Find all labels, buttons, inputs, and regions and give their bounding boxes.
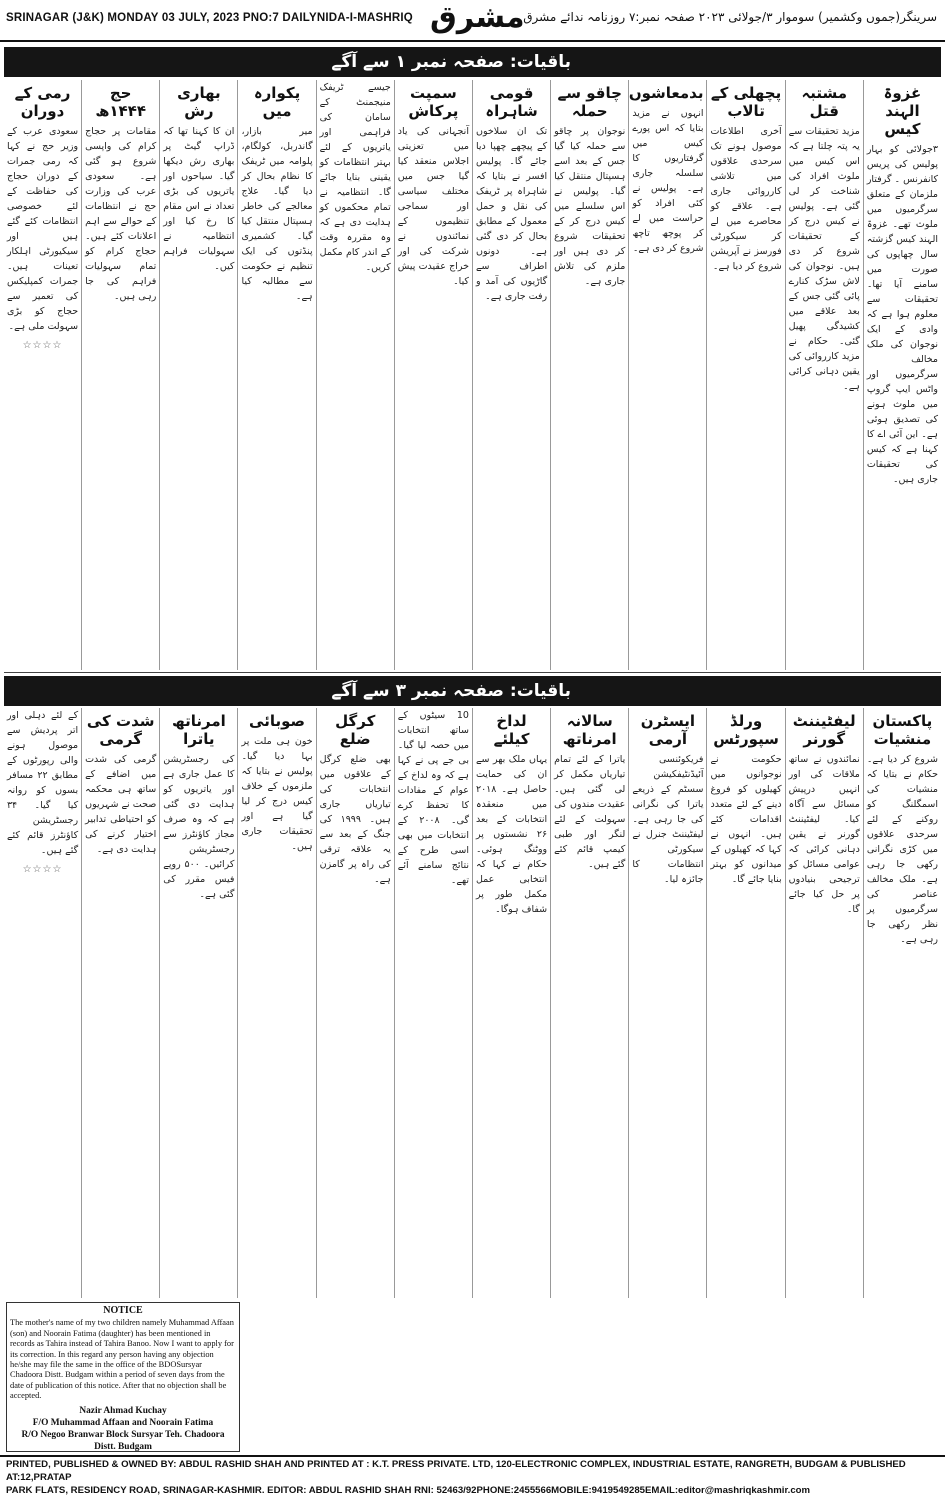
article-column [628, 80, 706, 670]
article-column [159, 708, 237, 1298]
article-column [550, 708, 628, 1298]
masthead [0, 0, 945, 42]
article-body: حکومت نے نوجوانوں میں کھیلوں کو فروغ دینے کے لئے متعدد اقدامات کئے ہیں۔ انہوں نے کہا کہ کھیلوں کے میدانوں کو بہتر بنایا جائے گا۔ [710, 754, 782, 885]
article-column [550, 80, 628, 670]
article-body: نمائندوں نے ساتھ ملاقات کی اور انہیں درپیش مسائل سے آگاہ کیا۔ لیفٹیننٹ گورنر نے یقین دہانی کرائی کہ عوامی مسائل کو ترجیحی بنیادوں پر حل کیا جائے گا۔ [788, 754, 860, 915]
article-column [81, 80, 159, 670]
article-column [706, 708, 784, 1298]
notice-signatory-name: Nazir Ahmad Kuchay [79, 1405, 167, 1416]
article-body: شروع کر دیا ہے۔ حکام نے بتایا کہ منشیات کی اسمگلنگ کو روکنے کے لئے سرحدی علاقوں میں کڑی نگرانی رکھی جا رہی ہے۔ ملک مخالف عناصر کی سرگرمیوں پر نظر رکھی جا رہی ہے۔ [866, 754, 938, 945]
masthead-dateline-english: SRINAGAR (J&K) MONDAY 03 JULY, 2023 PNO:7 DAILYNIDA-I-MASHRIQ [6, 12, 413, 24]
article-column [316, 80, 394, 670]
print-line-2: PARK FLATS, RESIDENCY ROAD, SRINAGAR-KASHMIR. EDITOR: ABDUL RASHID SHAH RNI: 52463/92PHONE:2455566MOBILE:9419549285EMAIL:editor@mashriqkashmir.com [6, 1485, 811, 1496]
article-body: آخری اطلاعات موصول ہونے تک سرحدی علاقوں میں تلاشی کارروائی جاری ہے۔ علاقے کو محاصرے میں لے کر سیکورٹی فورسز نے آپریشن شروع کر دیا ہے۔ [710, 126, 782, 272]
notice-title: NOTICE [103, 1305, 143, 1316]
article-heading: شدت کی گرمی [86, 712, 155, 748]
article-column [237, 708, 315, 1298]
article-body: بھی ضلع کرگل کے علاقوں میں انتخابات کی تیاریاں جاری ہیں۔ ۱۹۹۹ کی جنگ کے بعد سے یہ علاقہ ترقی کی راہ پر گامزن ہے۔ [319, 754, 391, 885]
article-heading: پکوارہ میں [253, 84, 301, 120]
article-column [472, 80, 550, 670]
article-body: کی رجسٹریشن کا عمل جاری ہے اور یاتریوں کو ہدایت دی گئی ہے کہ وہ صرف مجاز کاؤنٹرز سے رجسٹریشن کرائیں۔ ۵۰۰ روپے فیس مقرر کی گئی ہے۔ [163, 754, 235, 900]
article-body: نوجوان پر چاقو سے حملہ کیا گیا جس کے بعد اسے ہسپتال منتقل کیا گیا۔ پولیس نے اس سلسلے میں کیس درج کر کے تحقیقات شروع کر دی ہیں اور ملزم کی تلاش جاری ہے۔ [554, 126, 626, 287]
article-column [394, 708, 472, 1298]
article-heading: چاقو سے حملہ [557, 84, 622, 120]
article-column [472, 708, 550, 1298]
article-heading: حج ۱۴۴۴ھ [95, 84, 147, 120]
article-heading: سالانہ امرناتھ [562, 712, 617, 748]
notice-body: The mother's name of my two children namely Muhammad Affaan (son) and Noorain Fatima (daughter) has been mentioned in records as Tahira instead of Tahira Banoo. Now I want to apply for its correction. In this regard any person having any objection he/she may file the same in the office of the BDOSursyar Chadoora Distt. Budgam within a period of seven days from the date of publication of this notice. After that no objection shall be accepted. [10, 1318, 234, 1401]
article-column [785, 708, 863, 1298]
article-column [863, 80, 941, 670]
article-heading: قومی شاہراہ [485, 84, 538, 120]
article-heading: سمپت پرکاش [408, 84, 459, 120]
notice-signatory-address: R/O Negoo Branwar Block Sursyar Teh. Chadoora Distt. Budgam [21, 1429, 225, 1452]
article-body: مقامات پر حجاج کرام کی واپسی شروع ہو گئی ہے۔ سعودی عرب کی وزارت حج نے انتظامات کے حوالے سے اہم اعلانات کئے ہیں۔ حجاج کرام کو تمام سہولیات فراہم کی جا رہی ہیں۔ [85, 126, 157, 302]
top-banner-title: باقیات: صفحہ نمبر ۱ سے آگے [331, 52, 571, 72]
article-column [628, 708, 706, 1298]
article-column [237, 80, 315, 670]
article-column [81, 708, 159, 1298]
article-body: ان کا کہنا تھا کہ ڈراپ گیٹ پر بھاری رش دیکھا گیا۔ سیاحوں اور یاتریوں کی بڑی تعداد نے اس مقام کا رخ کیا اور انتظامیہ نے سہولیات فراہم کیں۔ [163, 126, 235, 272]
end-stars: ☆☆☆☆ [22, 864, 63, 875]
print-line [0, 1455, 945, 1496]
article-heading: رمی کے دوران [14, 84, 71, 120]
article-column [159, 80, 237, 670]
article-column [706, 80, 784, 670]
article-heading: امرناتھ یاترا [171, 712, 226, 748]
notice-signatory-relation: F/O Muhammad Affaan and Noorain Fatima [32, 1417, 214, 1428]
article-heading: ایسٹرن آرمی [640, 712, 696, 748]
bottom-banner-title: باقیات: صفحہ نمبر ۳ سے آگے [331, 681, 571, 701]
section-divider [4, 672, 941, 673]
article-heading: پچھلی کے تالاب [710, 84, 782, 120]
article-heading: ورلڈ سپورٹس [713, 712, 779, 748]
article-body: یہاں ملک بھر سے ان کی حمایت حاصل ہے۔ ۲۰۱۸ میں منعقدہ انتخابات کے بعد ۲۶ نشستوں پر ووٹنگ ہوئی۔ حکام نے کہا کہ انتخابی عمل مکمل طور پر شفاف ہوگا۔ [475, 754, 548, 915]
article-heading: مشتبہ قتل [801, 84, 848, 120]
article-body: یاترا کے لئے تمام تیاریاں مکمل کر لی گئی ہیں۔ عقیدت مندوں کی سہولت کے لئے لنگر اور طبی کیمپ قائم کئے گئے ہیں۔ [554, 754, 626, 870]
article-column [785, 80, 863, 670]
article-column [863, 708, 941, 1298]
article-body: 10 سیٹوں کے ساتھ انتخابات میں حصہ لیا گیا۔ بی جے پی نے کہا ہے کہ وہ لداخ کے عوام کے مفادات کا تحفظ کرے گی۔ ۲۰۰۸ کے انتخابات میں بھی اسی طرح کے نتائج سامنے آئے تھے۔ [397, 710, 469, 886]
article-column [4, 708, 81, 1298]
article-heading: لداخ کیلئے [493, 712, 530, 748]
article-body: خون ہی ملت پر بہا دیا گیا۔ پولیس نے بتایا کہ ملزموں کے خلاف کیس درج کر لیا گیا ہے اور تحقیقات جاری ہیں۔ [241, 736, 313, 852]
article-heading: بدمعاشوں [628, 84, 704, 102]
print-line-1: PRINTED, PUBLISHED & OWNED BY: ABDUL RASHID SHAH AND PRINTED AT : K.T. PRESS PRIVATE. LTD, 120-ELECTRONIC COMPLEX, INDUSTRIAL ESTATE, RANGRETH, BUDGAM & PUBLISHED AT:12,PRATAP [6, 1459, 906, 1483]
newspaper-logo: مشرق [430, 0, 525, 35]
article-body: گرمی کی شدت میں اضافے کے ساتھ ہی محکمہ صحت نے شہریوں کو احتیاطی تدابیر اختیار کرنے کی ہدایت دی ہے۔ [85, 754, 157, 855]
article-body: آنجہانی کی یاد میں تعزیتی اجلاس منعقد کیا گیا جس میں مختلف سیاسی اور سماجی تنظیموں کے نمائندوں نے شرکت کی اور خراج عقیدت پیش کیا۔ [397, 126, 469, 287]
masthead-dateline-urdu: سرینگر(جموں وکشمیر) سوموار ۳/جولائی ۲۰۲۳ صفحہ نمبر:۷ روزنامہ ندائے مشرق [523, 10, 937, 24]
article-heading: لیفٹیننٹ گورنر [792, 712, 856, 748]
article-body: کے لئے دہلی اور اتر پردیش سے موصول ہونے والی رپورٹوں کے مطابق ۲۲ مسافر بسوں کو روانہ کیا گیا۔ ۳۴ رجسٹریشن کاؤنٹرز قائم کئے گئے ہیں۔ [6, 710, 79, 856]
public-notice-box [6, 1302, 240, 1452]
article-body: انہوں نے مزید بتایا کہ اس پورے کیس میں گرفتاریوں کا سلسلہ جاری ہے۔ پولیس نے کئی افراد کو حراست میں لے کر پوچھ تاچھ شروع کر دی ہے۔ [632, 108, 704, 254]
bottom-section-banner [4, 676, 941, 706]
article-heading: کرگل ضلع [335, 712, 376, 748]
article-heading: غزوۃ الہند کیس [883, 84, 922, 138]
article-heading: صوبائی [249, 712, 306, 730]
end-stars: ☆☆☆☆ [22, 340, 63, 351]
article-column [316, 708, 394, 1298]
article-column [394, 80, 472, 670]
article-heading: بھاری رش [177, 84, 221, 120]
article-column [4, 80, 81, 670]
article-body: فریکوئنسی آئیڈنٹیفکیشن سسٹم کے ذریعے یاترا کی نگرانی کی جا رہی ہے۔ لیفٹیننٹ جنرل نے سیکورٹی انتظامات کا جائزہ لیا۔ [632, 754, 704, 885]
top-section-columns [4, 80, 941, 670]
notice-signatory [10, 1405, 236, 1453]
article-body: مزید تحقیقات سے یہ پتہ چلتا ہے کہ اس کیس میں ملوث افراد کی شناخت کر لی گئی ہے۔ پولیس نے کیس درج کر کے تحقیقات شروع کر دی ہیں۔ نوجوان کی لاش سڑک کنارے پائی گئی جس کے بعد علاقے میں کشیدگی پھیل گئی۔ حکام نے مزید کارروائی کی یقین دہانی کرائی ہے۔ [788, 126, 860, 392]
article-heading: پاکستان منشیات [872, 712, 933, 748]
bottom-section-columns [4, 708, 941, 1298]
top-section-banner [4, 47, 941, 77]
article-body: میر بازار، گاندربل، کولگام، پلوامہ میں ٹریفک کا نظام بحال کر دیا گیا۔ علاج معالجے کی خاطر ہسپتال منتقل کیا گیا۔ کشمیری پنڈتوں کی ایک تنظیم نے حکومت سے مطالبہ کیا ہے۔ [241, 126, 313, 302]
article-body: تک ان سلاخوں کے پیچھے چھپا دیا جائے گا۔ پولیس افسر نے بتایا کہ شاہراہ پر ٹریفک کی نقل و حمل معمول کے مطابق بحال کر دی گئی ہے۔ دونوں اطراف سے گاڑیوں کی آمد و رفت جاری ہے۔ [475, 126, 548, 302]
article-body: سعودی عرب کے وزیر حج نے کہا کہ رمی جمرات کے دوران حجاج کی حفاظت کے لئے خصوصی انتظامات کئے گئے ہیں اور سیکیورٹی اہلکار تعینات ہیں۔ جمرات کمپلیکس کی تعمیر سے حجاج کو بڑی سہولت ملی ہے۔ [6, 126, 79, 332]
article-body: ۳جولائی کو بہار پولیس کی پریس کانفرنس ۔ گرفتار ملزمان کے متعلق سرگرمیوں میں ملوث تھے۔ غزوۃ الہند کیس گزشتہ سال چھاپوں کی صورت میں سامنے آیا تھا۔ تحقیقات سے معلوم ہوا ہے کہ وادی کے ایک نوجوان کی ملک مخالف سرگرمیوں اور واٹس ایپ گروپ میں ملوث ہونے کی تصدیق ہوئی ہے۔ این آئی اے کا کہنا ہے کہ کیس کی تحقیقات جاری ہیں۔ [866, 144, 938, 485]
article-body: جیسے ٹریفک منیجمنٹ کے سامان کی فراہمی اور یاتریوں کے لئے بہتر انتظامات کو یقینی بنایا جائے گا۔ انتظامیہ نے تمام محکموں کو ہدایت دی ہے کہ وہ مقررہ وقت کے اندر کام مکمل کریں۔ [319, 82, 391, 273]
